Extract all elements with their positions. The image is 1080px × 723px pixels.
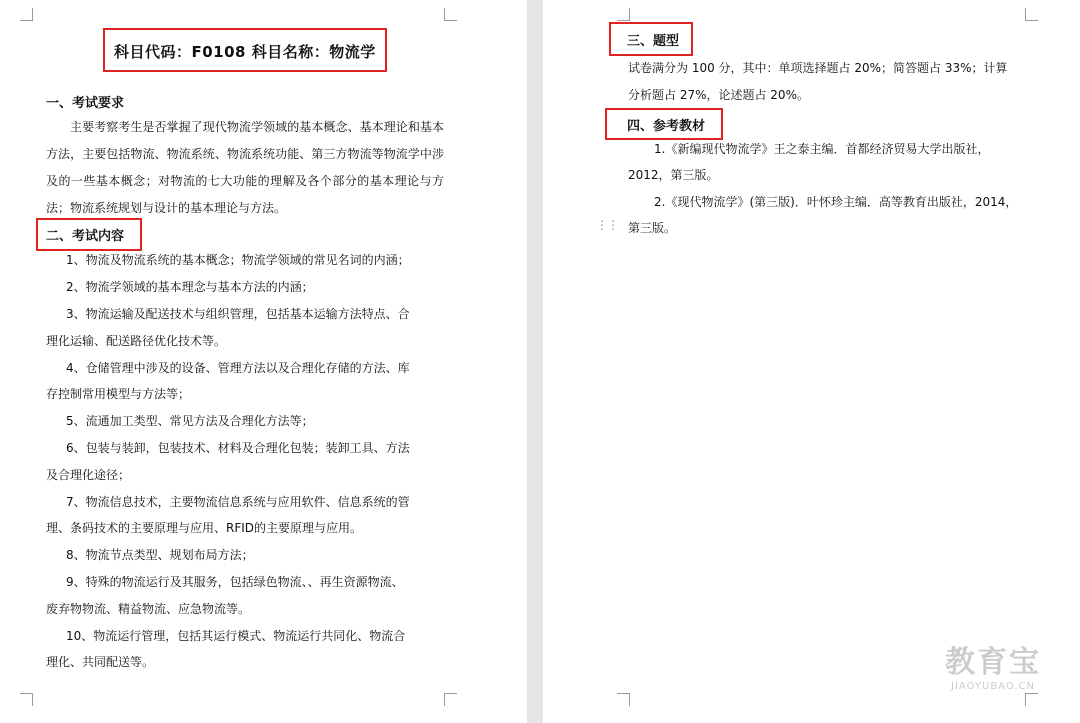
document-page-right [543,0,1080,723]
content-line: 10、物流运行管理，包括其运行模式、物流运行共同化、物流合 [66,629,406,643]
content-line: 1、物流及物流系统的基本概念；物流学领域的常见名词的内涵； [66,253,410,267]
section-heading-exam-content: 二、考试内容 [46,229,125,244]
exam-requirements-paragraph: 主要考察考生是否掌握了现代物流学领域的基本概念、基本理论和基本方法，主要包括物流、物流系统、物流系统功能、第三方物流等物流学中涉及的一些基本概念；对物流的七大功能的理解及各个部分的基本理论与方法；物流系统规划与设计的基本理论与方法。 [46,120,444,215]
margin-corner-mark [444,693,457,706]
margin-corner-mark [1025,693,1038,706]
section-heading-reference-books: 四、参考教材 [627,119,706,134]
content-line: 2、物流学领域的基本理念与基本方法的内涵； [66,280,314,294]
content-line: 9、特殊的物流运行及其服务，包括绿色物流、、再生资源物流、 [66,575,404,589]
document-page-left [0,0,527,723]
margin-corner-mark [444,8,457,21]
reference-line: 2012，第三版。 [628,168,719,182]
exam-subject-title: 科目代码：F0108 科目名称：物流学 [114,43,376,61]
content-line: 3、物流运输及配送技术与组织管理，包括基本运输方法特点、合 [66,307,410,321]
reference-line: 第三版。 [628,221,677,235]
content-line: 存控制常用模型与方法等； [46,387,191,401]
content-line: 4、仓储管理中涉及的设备、管理方法以及合理化存储的方法、库 [66,361,410,375]
section-heading-exam-requirements: 一、考试要求 [46,96,125,111]
content-line: 8、物流节点类型、规划布局方法； [66,548,254,562]
watermark-text: 教育宝 [945,645,1041,680]
question-types-line: 试卷满分为 100 分，其中：单项选择题占 20%；简答题占 33%；计算 [628,61,1008,75]
margin-corner-mark [20,693,33,706]
margin-corner-mark [1025,8,1038,21]
content-line: 及合理化途径； [46,468,131,482]
reference-line: 1.《新编现代物流学》王之泰主编．首都经济贸易大学出版社， [654,142,990,156]
content-line: 理化运输、配送路径优化技术等。 [46,334,227,348]
content-line: 6、包装与装卸，包装技术、材料及合理化包装；装卸工具、方法 [66,441,410,455]
content-line: 7、物流信息技术，主要物流信息系统与应用软件、信息系统的管 [66,495,410,509]
reference-line: 2.《现代物流学》(第三版)．叶怀珍主编．高等教育出版社，2014， [654,195,1018,209]
content-line: 5、流通加工类型、常见方法及合理化方法等； [66,414,314,428]
question-types-line: 分析题占 27%，论述题占 20%。 [628,88,809,102]
content-line: 理、条码技术的主要原理与应用、RFID的主要原理与应用。 [46,521,363,535]
paragraph-drag-handle-icon[interactable]: ⋮⋮ [596,218,618,232]
content-line: 废弃物物流、精益物流、应急物流等。 [46,602,251,616]
margin-corner-mark [617,8,630,21]
margin-corner-mark [617,693,630,706]
watermark-domain: JIAOYUBAO.CN [951,681,1035,692]
watermark-logo [918,645,1068,692]
content-line: 理化、共同配送等。 [46,655,155,669]
margin-corner-mark [20,8,33,21]
section-heading-question-types: 三、题型 [627,34,680,49]
